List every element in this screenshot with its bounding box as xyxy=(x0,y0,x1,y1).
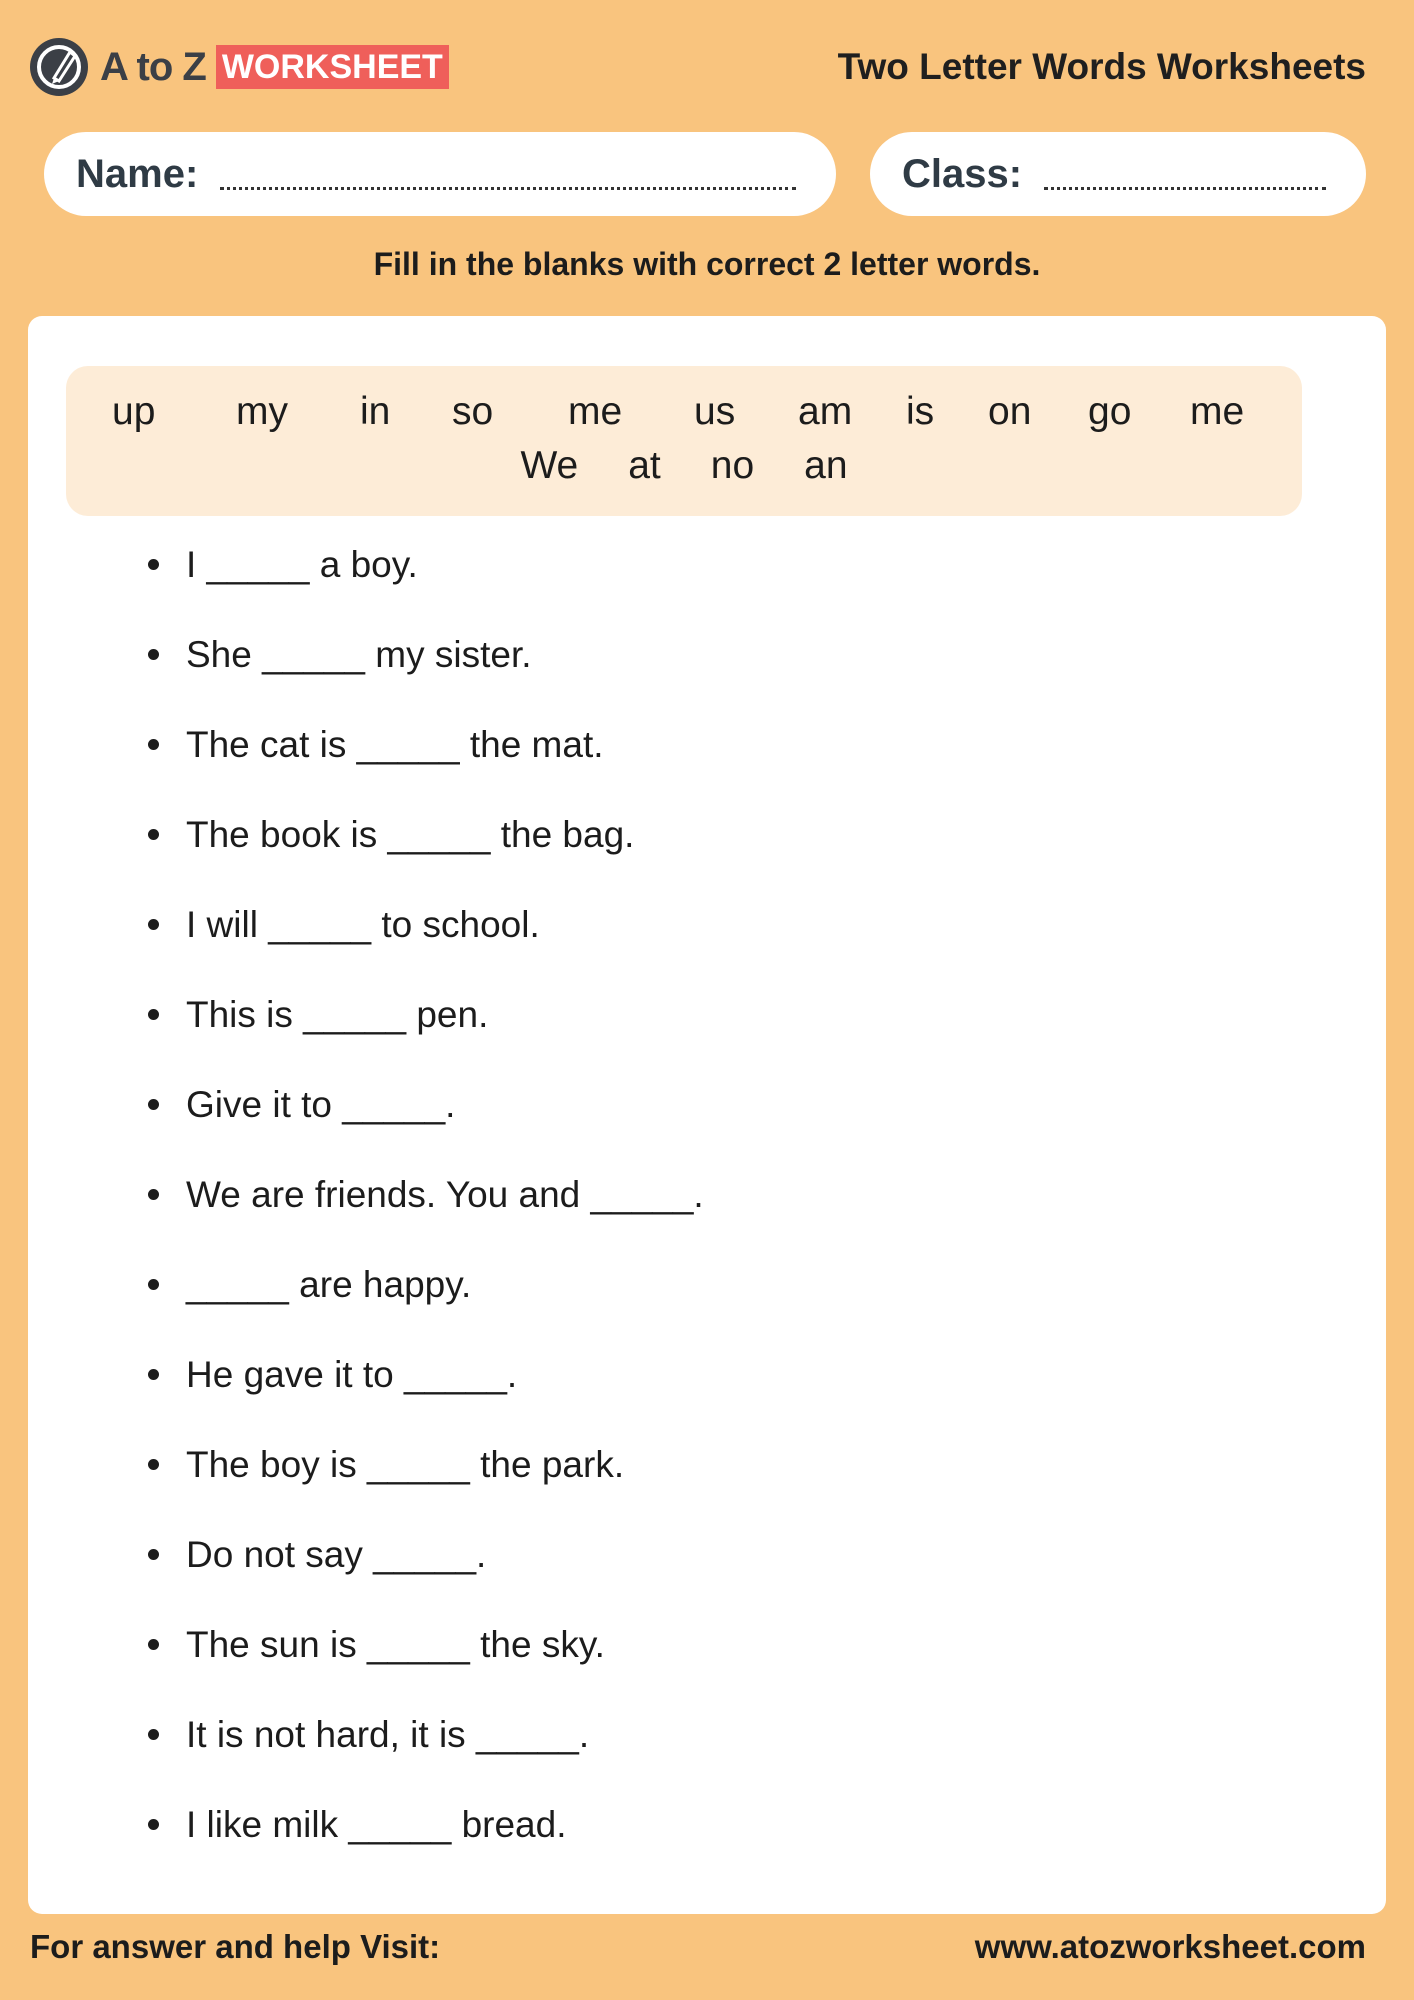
class-label: Class: xyxy=(902,151,1023,196)
word-bank-word: me xyxy=(568,390,623,433)
word-bank-word: no xyxy=(710,444,755,487)
word-bank-word: my xyxy=(236,390,288,433)
word-bank-word: me xyxy=(1190,390,1245,433)
question-item: I will _____ to school. xyxy=(146,902,704,992)
word-bank-word: up xyxy=(112,390,156,433)
question-item: He gave it to _____. xyxy=(146,1352,704,1442)
worksheet-title: Two Letter Words Worksheets xyxy=(837,46,1366,87)
class-write-line xyxy=(1044,187,1326,190)
word-bank-word: so xyxy=(452,390,494,433)
word-bank-word: at xyxy=(628,444,661,487)
word-bank-row-2 xyxy=(66,444,1302,488)
question-item: _____ are happy. xyxy=(146,1262,704,1352)
question-item: Do not say _____. xyxy=(146,1532,704,1622)
pencil-logo-icon xyxy=(30,38,88,96)
word-bank-word: an xyxy=(804,444,848,487)
word-bank xyxy=(66,366,1302,516)
footer-help-text: For answer and help Visit: xyxy=(30,1928,441,1965)
question-item: The boy is _____ the park. xyxy=(146,1442,704,1532)
name-field[interactable] xyxy=(44,132,836,216)
footer-website-link[interactable]: www.atozworksheet.com xyxy=(974,1928,1366,1965)
word-bank-word: in xyxy=(360,390,391,433)
question-item: The cat is _____ the mat. xyxy=(146,722,704,812)
instruction-text: Fill in the blanks with correct 2 letter words. xyxy=(373,246,1041,282)
word-bank-word: am xyxy=(798,390,853,433)
word-bank-word: go xyxy=(1088,390,1132,433)
question-item: It is not hard, it is _____. xyxy=(146,1712,704,1802)
word-bank-word: is xyxy=(906,390,935,433)
question-item: The sun is _____ the sky. xyxy=(146,1622,704,1712)
word-bank-word: on xyxy=(988,390,1032,433)
question-item: This is _____ pen. xyxy=(146,992,704,1082)
logo-text: A to Z xyxy=(100,44,206,89)
logo-badge: WORKSHEET xyxy=(216,45,449,89)
name-label: Name: xyxy=(76,151,199,196)
question-item: We are friends. You and _____. xyxy=(146,1172,704,1262)
word-bank-word: We xyxy=(520,444,579,487)
question-item: The book is _____ the bag. xyxy=(146,812,704,902)
question-item: I _____ a boy. xyxy=(146,542,704,632)
site-logo xyxy=(30,38,449,96)
question-item: She _____ my sister. xyxy=(146,632,704,722)
name-write-line xyxy=(220,187,796,190)
class-field[interactable] xyxy=(870,132,1366,216)
word-bank-word: us xyxy=(694,390,736,433)
worksheet-card xyxy=(28,316,1386,1914)
question-item: Give it to _____. xyxy=(146,1082,704,1172)
question-list xyxy=(146,542,704,1892)
question-item: I like milk _____ bread. xyxy=(146,1802,704,1892)
